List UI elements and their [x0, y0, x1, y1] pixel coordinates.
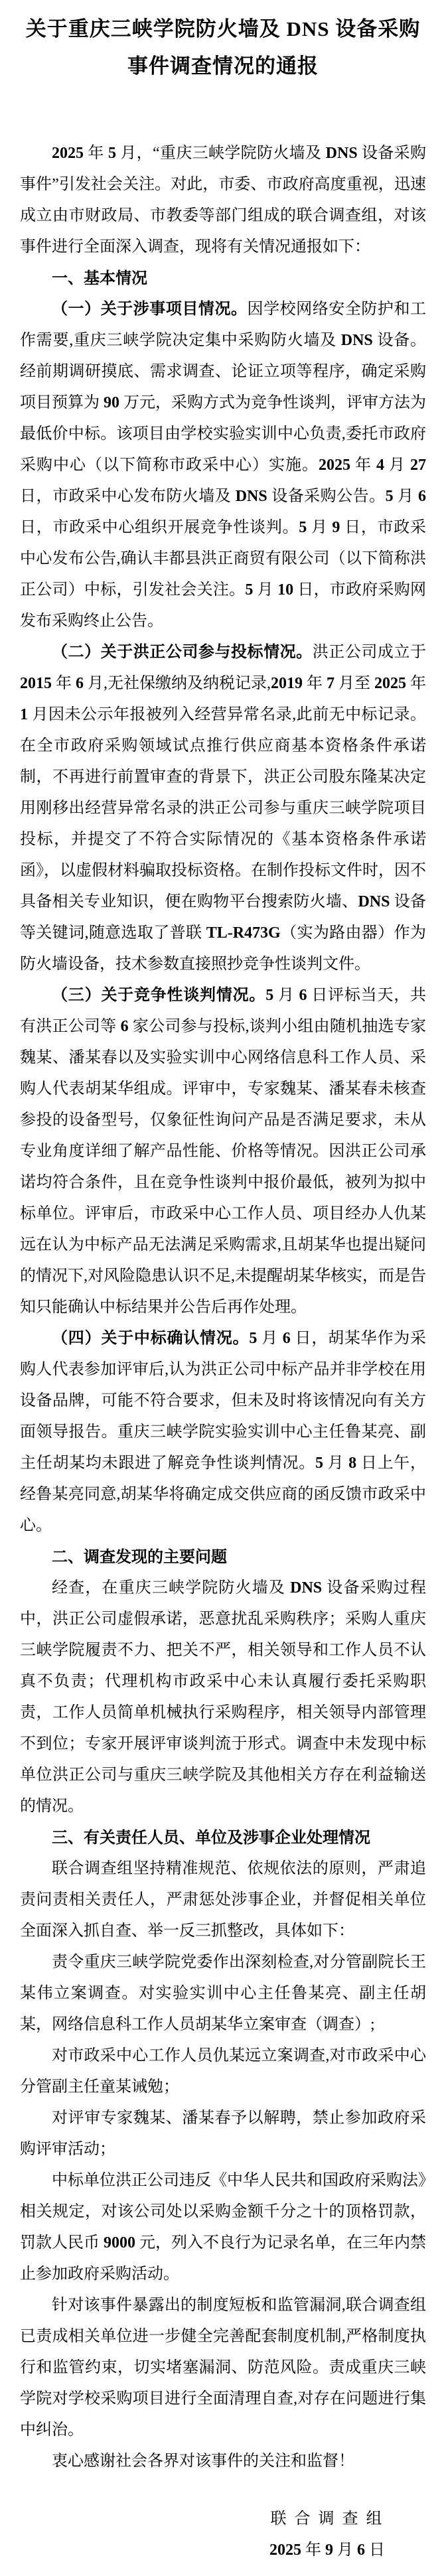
document-title: [20, 11, 426, 85]
latin-text: 6: [282, 1330, 291, 1347]
latin-text: 9: [325, 2541, 333, 2559]
title-line-1: 关于重庆三峡学院防火墙及 DNS 设备采购: [25, 17, 421, 40]
paragraph: 2025 年 5 月，“重庆三峡学院防火墙及 DNS 设备采购事件”引发社会关注。对此，市委、市政府高度重视，迅速成立由市财政局、市教委等部门组成的联合调查组，对该事件进行全面深入调查，现将有关情况通报如下：: [20, 145, 427, 255]
title-line-2: 事件调查情况的通报: [127, 54, 319, 78]
latin-text: 2019: [271, 675, 303, 692]
document-body: [20, 138, 426, 2477]
latin-text: TL-R473G: [206, 924, 281, 942]
paragraph: 对评审专家魏某、潘某春予以解聘，禁止参加政府采购评审活动；: [20, 2110, 426, 2158]
latin-text: 6: [357, 2541, 365, 2559]
latin-text: 5: [108, 145, 116, 162]
latin-text: 9000: [104, 2234, 135, 2252]
latin-text: 6: [418, 488, 427, 505]
latin-text: 2025: [269, 2541, 301, 2559]
paragraph-lead: （一）关于涉事项目情况。: [52, 301, 248, 318]
latin-text: DNS: [286, 17, 330, 40]
latin-text: 5: [315, 1455, 323, 1472]
latin-text: 5: [385, 488, 394, 505]
latin-text: DNS: [358, 893, 390, 910]
latin-text: 7: [327, 675, 334, 692]
latin-text: DNS: [290, 1579, 323, 1597]
paragraph: 针对该事件暴露出的制度短板和监管漏洞,联合调查组已责成相关单位进一步健全完善配套制度机制,严格制度执行和监管约束，切实堵塞漏洞、防范风险。责成重庆三峡学院对学校采购项目进行全面清理自查,对存在问题进行集中纠治。: [20, 2297, 426, 2439]
latin-text: 27: [410, 457, 426, 474]
latin-text: 9: [332, 519, 340, 536]
latin-text: 8: [348, 1455, 357, 1472]
latin-text: 6: [299, 987, 307, 1004]
latin-text: 5: [249, 1330, 258, 1347]
latin-text: 5: [265, 987, 274, 1004]
paragraph: 衷心感谢社会各界对该事件的关注和监督！: [52, 2453, 354, 2470]
section-heading: 三、有关责任人员、单位及涉事企业处理情况: [52, 1829, 370, 1847]
latin-text: 6: [76, 675, 84, 692]
latin-text: DNS: [325, 145, 358, 162]
sub-paragraph: （一）关于涉事项目情况。因学校网络安全防护和工作需要,重庆三峡学院决定集中采购防火墙及 DNS 设备。经前期调研摸底、需求调查、论证立项等程序，确定采购项目预算为 90 万元，采购方式为竞争性谈判，评审方法为最低价中标。该项目由学校实验实训中心负责,委托市政府采购中心（以下简称市政采中心）实施。2025 年 4 月 27 日，市政采中心发布防火墙及 DNS 设备采购公告。5 月 6 日，市政采中心组织开展竞争性谈判。5 月 9 日，市政采中心发布公告,确认丰都县洪正商贸有限公司（以下简称洪正公司）中标，引发社会关注。5 月 10 日，市政府采购网发布采购终止公告。: [20, 301, 427, 630]
paragraph: 责令重庆三峡学院党委作出深刻检查,对分管副院长王某伟立案调查。对实验实训中心主任鲁某亮、副主任胡某，网络信息科工作人员胡某华立案审查（调查）;: [20, 1954, 426, 2033]
latin-text: 6: [120, 1018, 129, 1035]
signature-block: [20, 2477, 426, 2573]
latin-text: 5: [299, 519, 307, 536]
latin-text: 4: [376, 457, 384, 474]
paragraph-lead: （二）关于洪正公司参与投标情况。: [52, 644, 313, 661]
paragraph: 经查，在重庆三峡学院防火墙及 DNS 设备采购过程中，洪正公司虚假承诺，恶意扰乱采购秩序；采购人重庆三峡学院履责不力、把关不严，相关领导和工作人员不认真不负责；代理机构市政采中心未认真履行委托采购职责，工作人员简单机械执行采购程序，相关领导内部管理不到位；专家开展评审谈判流于形式。调查中未发现中标单位洪正公司与重庆三峡学院及其他相关方存在利益输送的情况。: [20, 1579, 427, 1815]
paragraph: 中标单位洪正公司违反《中华人民共和国政府采购法》相关规定，对该公司处以采购金额千分之十的顶格罚款，罚款人民币 9000 元，列入不良行为记录名单，在三年内禁止参加政府采购活动。: [20, 2172, 426, 2283]
paragraph-lead: （三）关于竞争性谈判情况。: [52, 987, 266, 1004]
section-heading: 二、调查发现的主要问题: [52, 1548, 227, 1566]
latin-text: DNS: [340, 332, 373, 349]
latin-text: DNS: [235, 488, 267, 505]
signature-issuer: 联 合 调 查 组: [270, 2510, 384, 2528]
latin-text: 2025: [52, 145, 84, 162]
latin-text: 90: [104, 394, 119, 411]
signature-date: 2025 年 9 月 6 日: [269, 2541, 385, 2559]
latin-text: 2025: [319, 457, 350, 474]
latin-text: 2025: [374, 675, 406, 692]
signature-inner: [269, 2504, 385, 2566]
latin-text: 1: [20, 706, 28, 723]
sub-paragraph: （四）关于中标确认情况。5 月 6 日，胡某华作为采购人代表参加评审后,认为洪正公司中标产品并非学校在用设备品牌，可能不符合要求，但未及时将该情况向有关方面领导报告。重庆三峡学院实验实训中心主任鲁某亮、副主任胡某均未跟进了解竞争性谈判情况。5 月 8 日上午，经鲁某亮同意,胡某华将确定成交供应商的函反馈市政采中心。: [20, 1330, 427, 1534]
paragraph: 联合调查组坚持精准规范、依规依法的原则，严肃追责问责相关责任人，严肃惩处涉事企业，并督促相关单位全面深入抓自查、举一反三抓整改，具体如下：: [20, 1860, 426, 1940]
paragraph-lead: （四）关于中标确认情况。: [52, 1330, 250, 1347]
sub-paragraph: （三）关于竞争性谈判情况。5 月 6 日评标当天，共有洪正公司等 6 家公司参与投标,谈判小组由随机抽选专家魏某、潘某春以及实验实训中心网络信息科工作人员、采购人代表胡某华组成。评审中，专家魏某、潘某春未核查参投的设备型号，仅象征性询问产品是否满足要求，未从专业角度详细了解产品性能、价格等情况。因洪正公司承诺均符合条件，且在竞争性谈判中报价最低，被列为拟中标单位。评审后，市政采中心工作人员、项目经办人仇某远在认为中标产品无法满足采购需求,且胡某华也提出疑问的情况下,对风险隐患认识不足,未提醒胡某华核实，而是告知只能确认中标结果并公告后再作处理。: [20, 987, 427, 1316]
paragraph: 对市政采中心工作人员仇某远立案调查,对市政采中心分管副主任童某诫勉；: [20, 2047, 426, 2096]
latin-text: 10: [277, 581, 294, 599]
latin-text: 5: [245, 581, 254, 599]
sub-paragraph: （二）关于洪正公司参与投标情况。洪正公司成立于 2015 年 6 月,无社保缴纳及纳税记录,2019 年 7 月至 2025 年 1 月因未公示年报被列入经营异常名录,此前无中标记录。在全市政府采购领域试点推行供应商基本资格条件承诺制，不再进行前置审查的背景下，洪正公司股东隆某决定用刚移出经营异常名录的洪正公司参与重庆三峡学院项目投标，并提交了不符合实际情况的《基本资格条件承诺函》，以虚假材料骗取投标资格。在制作投标文件时，因不具备相关专业知识，便在购物平台搜索防火墙、DNS 设备等关键词,随意选取了普联 TL-R473G（实为路由器）作为防火墙设备，技术参数直接照抄竞争性谈判文件。: [20, 644, 427, 973]
latin-text: 2015: [20, 675, 52, 692]
section-heading: 一、基本情况: [52, 269, 147, 287]
